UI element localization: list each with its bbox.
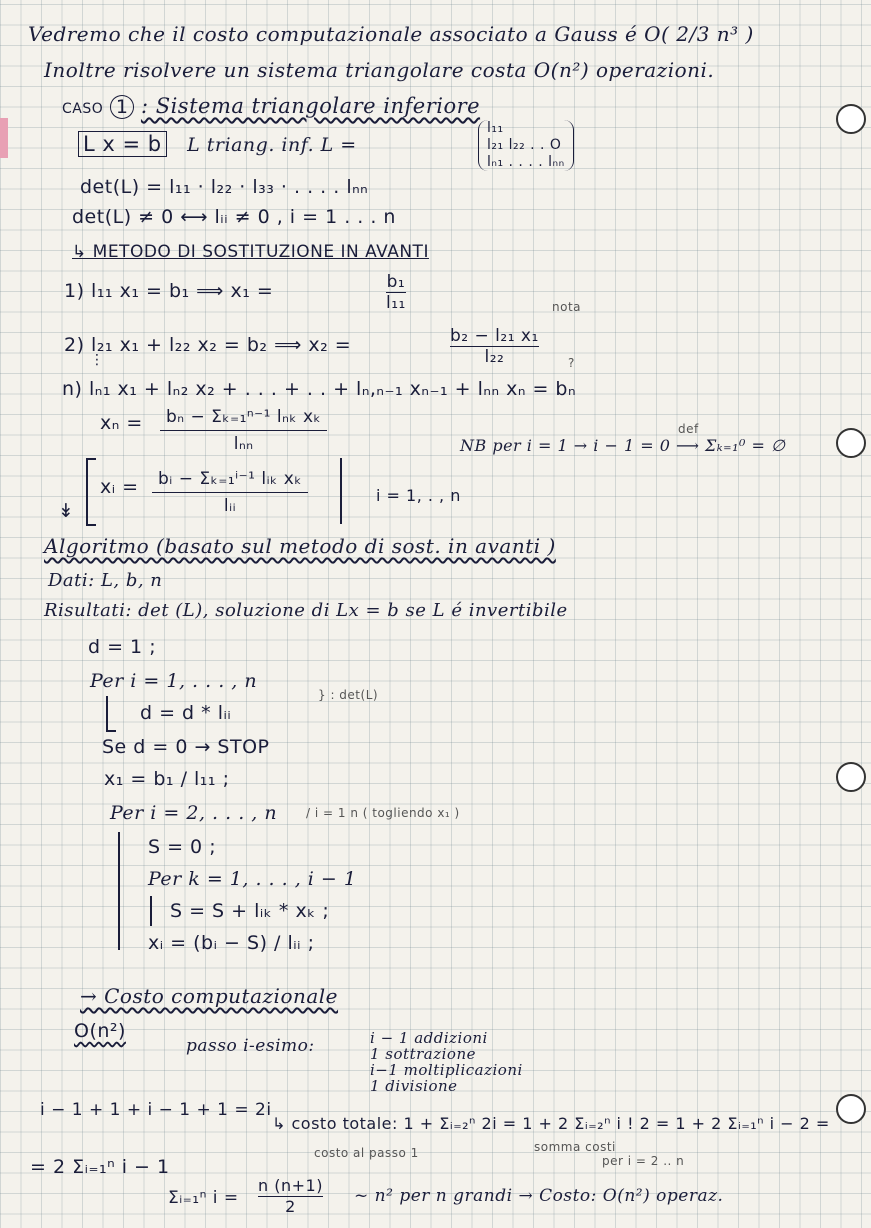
step-1-fraction: b₁ l₁₁	[386, 272, 406, 313]
system-line	[78, 132, 357, 156]
cost-result: = 2 Σᵢ₌₁ⁿ i − 1	[30, 1156, 170, 1178]
algo-x1: x₁ = b₁ / l₁₁ ;	[104, 768, 230, 790]
binder-hole-2	[836, 428, 866, 458]
algo-s-update: S = S + lᵢₖ * xₖ ;	[170, 900, 330, 922]
page-tab-marker	[0, 118, 8, 158]
binder-hole-1	[836, 104, 866, 134]
matrix-row-3: lₙ₁ . . . . lₙₙ	[487, 154, 565, 170]
system-boxed: L x = b	[78, 131, 167, 157]
def-label: def	[678, 422, 699, 436]
cost-note-sum: somma costi	[534, 1140, 616, 1154]
algo-for-i2: Per i = 2, . . . , n	[110, 802, 278, 824]
op-additions: i − 1 addizioni	[370, 1029, 488, 1047]
cost-total: ↳ costo totale: 1 + Σᵢ₌₂ⁿ 2i = 1 + 2 Σᵢ₌₂ⁿ i ! 2 = 1 + 2 Σᵢ₌₁ⁿ i − 2 =	[272, 1114, 830, 1133]
algo-d-update: d = d * lᵢᵢ	[140, 702, 232, 724]
loop-bar-2	[118, 832, 120, 950]
det-condition: det(L) ≠ 0 ⟷ lᵢᵢ ≠ 0 , i = 1 . . . n	[72, 206, 396, 228]
final-cost: ~ n² per n grandi → Costo: O(n²) operaz.	[354, 1186, 724, 1206]
step-2: 2) l₂₁ x₁ + l₂₂ x₂ = b₂ ⟹ x₂ =	[64, 334, 352, 356]
case-number: 1	[110, 95, 135, 119]
xi-range: i = 1, . , n	[376, 486, 461, 505]
vertical-dots: ⋮	[90, 352, 105, 368]
algo-d-init: d = 1 ;	[88, 636, 157, 658]
gauss-sum: Σᵢ₌₁ⁿ i =	[168, 1188, 239, 1208]
matrix-L	[478, 120, 574, 171]
binder-hole-4	[836, 1094, 866, 1124]
intro-line-1: Vedremo che il costo computazionale associato a Gauss é O( 2/3 n³ )	[28, 22, 754, 46]
bracket-left-top	[86, 458, 96, 460]
algo-for-i: Per i = 1, . . . , n	[90, 670, 258, 692]
op-subtraction: 1 sottrazione	[370, 1045, 476, 1063]
gauss-fraction: n (n+1) 2	[258, 1176, 323, 1216]
xn-fraction: bₙ − Σₖ₌₁ⁿ⁻¹ lₙₖ xₖ lₙₙ	[160, 404, 327, 457]
loop-bar-1-foot	[106, 730, 116, 732]
algo-for-k: Per k = 1, . . . , i − 1	[148, 868, 357, 890]
cost-order: O(n²)	[74, 1020, 126, 1042]
case-label: CASO	[62, 101, 104, 117]
system-desc: L triang. inf. L =	[187, 134, 357, 156]
cost-sum: i − 1 + 1 + i − 1 + 1 = 2i	[40, 1100, 272, 1120]
algo-for-i2-comment: / i = 1 n ( togliendo x₁ )	[306, 806, 460, 820]
algorithm-data: Dati: L, b, n	[48, 570, 163, 591]
loop-bar-3	[150, 896, 152, 926]
loop-bar-1	[106, 696, 108, 730]
algorithm-heading: Algoritmo (basato sul metodo di sost. in avanti )	[44, 534, 556, 558]
bracket-left	[86, 458, 88, 524]
case-title: : Sistema triangolare inferiore	[140, 94, 481, 118]
algorithm-results: Risultati: det (L), soluzione di Lx = b se L é invertibile	[44, 600, 568, 621]
algo-check: Se d = 0 → STOP	[102, 736, 270, 758]
step-2-fraction: b₂ − l₂₁ x₁ l₂₂	[450, 326, 539, 367]
algo-xi: xᵢ = (bᵢ − S) / lᵢᵢ ;	[148, 932, 315, 954]
xn-label: xₙ =	[100, 412, 143, 434]
step-i-label: passo i-esimo:	[186, 1036, 315, 1056]
step-2-question: ?	[568, 356, 575, 370]
down-arrow: ↡	[58, 500, 75, 522]
cost-note-range: per i = 2 .. n	[602, 1154, 685, 1168]
nb-note: NB per i = 1 → i − 1 = 0 ⟶ Σₖ₌₁⁰ = ∅	[460, 436, 786, 455]
step-1: 1) l₁₁ x₁ = b₁ ⟹ x₁ =	[64, 280, 274, 302]
matrix-row-1: l₁₁	[487, 120, 504, 136]
method-heading: ↳ METODO DI SOSTITUZIONE IN AVANTI	[72, 242, 429, 262]
intro-line-2: Inoltre risolvere un sistema triangolare costa O(n²) operazioni.	[44, 58, 715, 82]
step-2-note: nota	[552, 300, 582, 314]
matrix-row-2: l₂₁ l₂₂ . . O	[487, 137, 562, 153]
case-heading	[62, 94, 480, 119]
step-i-ops	[370, 1030, 523, 1094]
algo-det-comment: } : det(L)	[318, 688, 379, 702]
algo-s-init: S = 0 ;	[148, 836, 217, 858]
xi-fraction: bᵢ − Σₖ₌₁ⁱ⁻¹ lᵢₖ xₖ lᵢᵢ	[152, 466, 308, 519]
binder-hole-3	[836, 762, 866, 792]
bracket-right	[340, 458, 342, 524]
cost-heading: → Costo computazionale	[80, 984, 339, 1008]
det-formula: det(L) = l₁₁ · l₂₂ · l₃₃ · . . . . lₙₙ	[80, 176, 369, 198]
xi-label: xᵢ =	[100, 476, 139, 498]
op-multiplications: i−1 moltiplicazioni	[370, 1061, 523, 1079]
bracket-left-bottom	[86, 524, 96, 526]
step-n: n) lₙ₁ x₁ + lₙ₂ x₂ + . . . + . . + lₙ,ₙ₋₁ xₙ₋₁ + lₙₙ xₙ = bₙ	[62, 378, 577, 400]
cost-note-step1: costo al passo 1	[314, 1146, 419, 1160]
op-division: 1 divisione	[370, 1077, 458, 1095]
